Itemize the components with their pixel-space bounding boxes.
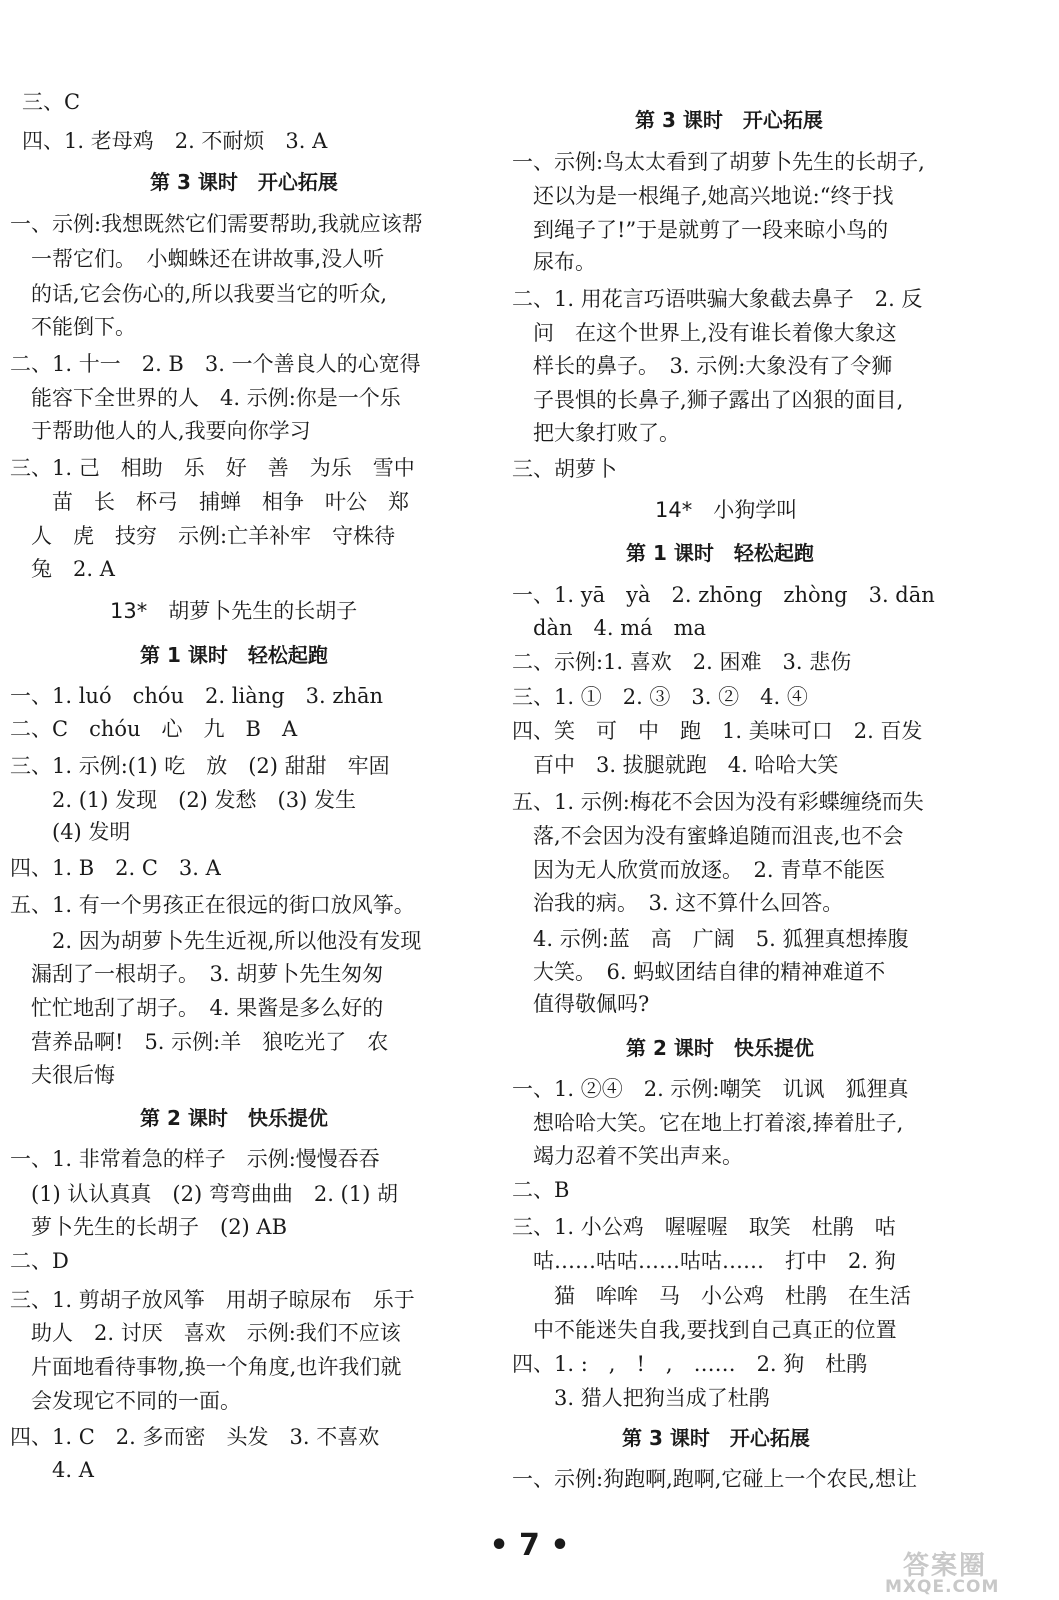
- answer-line: 4. 示例:蓝 高 广阔 5. 狐狸真想捧腹: [512, 927, 909, 951]
- answer-line: 三、1. 示例:(1) 吃 放 (2) 甜甜 牢固: [10, 754, 390, 778]
- answer-line: 四、1. B 2. C 3. A: [10, 856, 221, 880]
- answer-line: 三、1. 剪胡子放风筝 用胡子晾尿布 乐于: [10, 1288, 415, 1312]
- answer-line: 三、1. 小公鸡 喔喔喔 取笑 杜鹃 咕: [512, 1215, 896, 1239]
- answer-line: 猫 哞哞 马 小公鸡 杜鹃 在生活: [512, 1284, 911, 1308]
- answer-line: 一、1. yā yà 2. zhōng zhòng 3. dān: [512, 583, 935, 607]
- answer-line: 落,不会因为没有蜜蜂追随而沮丧,也不会: [512, 824, 904, 848]
- lesson-title: 13* 胡萝卜先生的长胡子: [110, 599, 358, 623]
- answer-line: 值得敬佩吗?: [512, 992, 650, 1016]
- answer-line: 还以为是一根绳子,她高兴地说:“终于找: [512, 184, 894, 208]
- section-heading: 第 2 课时 快乐提优: [140, 1106, 328, 1130]
- answer-line: 苗 长 杯弓 捕蝉 相争 叶公 郑: [10, 490, 409, 514]
- answer-line: 样长的鼻子。 3. 示例:大象没有了令狮: [512, 354, 893, 378]
- answer-line: 助人 2. 讨厌 喜欢 示例:我们不应该: [10, 1321, 401, 1345]
- answer-line: 三、胡萝卜: [512, 457, 617, 481]
- answer-line: 2. 因为胡萝卜先生近视,所以他没有发现: [10, 929, 422, 953]
- answer-line: 子畏惧的长鼻子,狮子露出了凶狠的面目,: [512, 388, 904, 412]
- answer-line: 的话,它会伤心的,所以我要当它的听众,: [10, 282, 388, 306]
- answer-line: 4. A: [10, 1458, 94, 1482]
- section-heading: 第 3 课时 开心拓展: [635, 108, 823, 132]
- page-number: • 7 •: [489, 1528, 570, 1563]
- answer-line: 一、示例:鸟太太看到了胡萝卜先生的长胡子,: [512, 150, 925, 174]
- section-heading: 第 1 课时 轻松起跑: [626, 541, 814, 565]
- answer-line: 二、示例:1. 喜欢 2. 困难 3. 悲伤: [512, 650, 852, 674]
- answer-line: 会发现它不同的一面。: [10, 1389, 241, 1413]
- answer-line: 尿布。: [512, 250, 596, 274]
- answer-line: 二、D: [10, 1249, 69, 1273]
- answer-line: 于帮助他人的人,我要向你学习: [10, 419, 311, 443]
- answer-line: 二、1. 十一 2. B 3. 一个善良人的心宽得: [10, 352, 421, 376]
- answer-line: 咕……咕咕……咕咕…… 打中 2. 狗: [512, 1249, 896, 1273]
- answer-line: 四、1. 老母鸡 2. 不耐烦 3. A: [22, 129, 328, 153]
- answer-line: 一、示例:狗跑啊,跑啊,它碰上一个农民,想让: [512, 1467, 918, 1491]
- answer-line: 夫很后悔: [10, 1063, 115, 1087]
- answer-line: 三、1. ① 2. ③ 3. ② 4. ④: [512, 685, 808, 709]
- answer-line: 萝卜先生的长胡子 (2) AB: [10, 1215, 288, 1239]
- answer-line: 兔 2. A: [10, 557, 115, 581]
- answer-line: 问 在这个世界上,没有谁长着像大象这: [512, 321, 897, 345]
- answer-line: 二、C chóu 心 九 B A: [10, 717, 298, 741]
- answer-line: 二、1. 用花言巧语哄骗大象截去鼻子 2. 反: [512, 287, 923, 311]
- lesson-title: 14* 小狗学叫: [655, 498, 798, 522]
- answer-line: dàn 4. má ma: [512, 616, 707, 640]
- watermark: [855, 1545, 1055, 1597]
- answer-line: 五、1. 有一个男孩正在很远的街口放风筝。: [10, 893, 415, 917]
- answer-line: 忙忙地刮了胡子。 4. 果酱是多么好的: [10, 996, 384, 1020]
- answer-line: 3. 猎人把狗当成了杜鹃: [512, 1386, 770, 1410]
- answer-line: 一帮它们。 小蜘蛛还在讲故事,没人听: [10, 247, 385, 271]
- answer-line: 大笑。 6. 蚂蚁团结自律的精神难道不: [512, 960, 886, 984]
- answer-line: 不能倒下。: [10, 315, 136, 339]
- section-heading: 第 1 课时 轻松起跑: [140, 643, 328, 667]
- answer-line: (4) 发明: [10, 820, 131, 844]
- answer-line: 一、1. 非常着急的样子 示例:慢慢吞吞: [10, 1147, 380, 1171]
- answer-line: 中不能迷失自我,要找到自己真正的位置: [512, 1318, 897, 1342]
- answer-line: 二、B: [512, 1178, 570, 1202]
- answer-line: 百中 3. 拔腿就跑 4. 哈哈大笑: [512, 753, 839, 777]
- answer-line: 片面地看待事物,换一个角度,也许我们就: [10, 1355, 402, 1379]
- watermark-logo: 答案圈: [903, 1551, 988, 1581]
- answer-line: 想哈哈大笑。它在地上打着滚,捧着肚子,: [512, 1111, 904, 1135]
- answer-line: 漏刮了一根胡子。 3. 胡萝卜先生匆匆: [10, 962, 384, 986]
- answer-line: 一、1. ②④ 2. 示例:嘲笑 讥讽 狐狸真: [512, 1077, 909, 1101]
- watermark-url: MXQE.COM: [885, 1577, 1000, 1597]
- section-heading: 第 2 课时 快乐提优: [626, 1036, 814, 1060]
- answer-line: 竭力忍着不笑出声来。: [512, 1144, 743, 1168]
- answer-line: 四、笑 可 中 跑 1. 美味可口 2. 百发: [512, 719, 923, 743]
- answer-line: 人 虎 技穷 示例:亡羊补牢 守株待: [10, 524, 396, 548]
- answer-line: 一、示例:我想既然它们需要帮助,我就应该帮: [10, 212, 423, 236]
- answer-line: 到绳子了!”于是就剪了一段来晾小鸟的: [512, 218, 889, 242]
- answer-line: 一、1. luó chóu 2. liàng 3. zhān: [10, 684, 384, 708]
- answer-line: 2. (1) 发现 (2) 发愁 (3) 发生: [10, 788, 356, 812]
- answer-line: 四、1. : , ! , …… 2. 狗 杜鹃: [512, 1352, 868, 1376]
- answer-line: 三、1. 己 相助 乐 好 善 为乐 雪中: [10, 456, 415, 480]
- answer-line: 营养品啊! 5. 示例:羊 狼吃光了 农: [10, 1030, 389, 1054]
- answer-line: 四、1. C 2. 多而密 头发 3. 不喜欢: [10, 1425, 380, 1449]
- section-heading: 第 3 课时 开心拓展: [150, 170, 338, 194]
- answer-line: 三、C: [22, 90, 81, 114]
- answer-line: 五、1. 示例:梅花不会因为没有彩蝶缠绕而失: [512, 790, 924, 814]
- answer-line: (1) 认认真真 (2) 弯弯曲曲 2. (1) 胡: [10, 1182, 398, 1206]
- answer-line: 治我的病。 3. 这不算什么回答。: [512, 891, 844, 915]
- answer-line: 因为无人欣赏而放逐。 2. 青草不能医: [512, 858, 886, 882]
- section-heading: 第 3 课时 开心拓展: [622, 1426, 810, 1450]
- answer-line: 把大象打败了。: [512, 421, 680, 445]
- answer-line: 能容下全世界的人 4. 示例:你是一个乐: [10, 386, 401, 410]
